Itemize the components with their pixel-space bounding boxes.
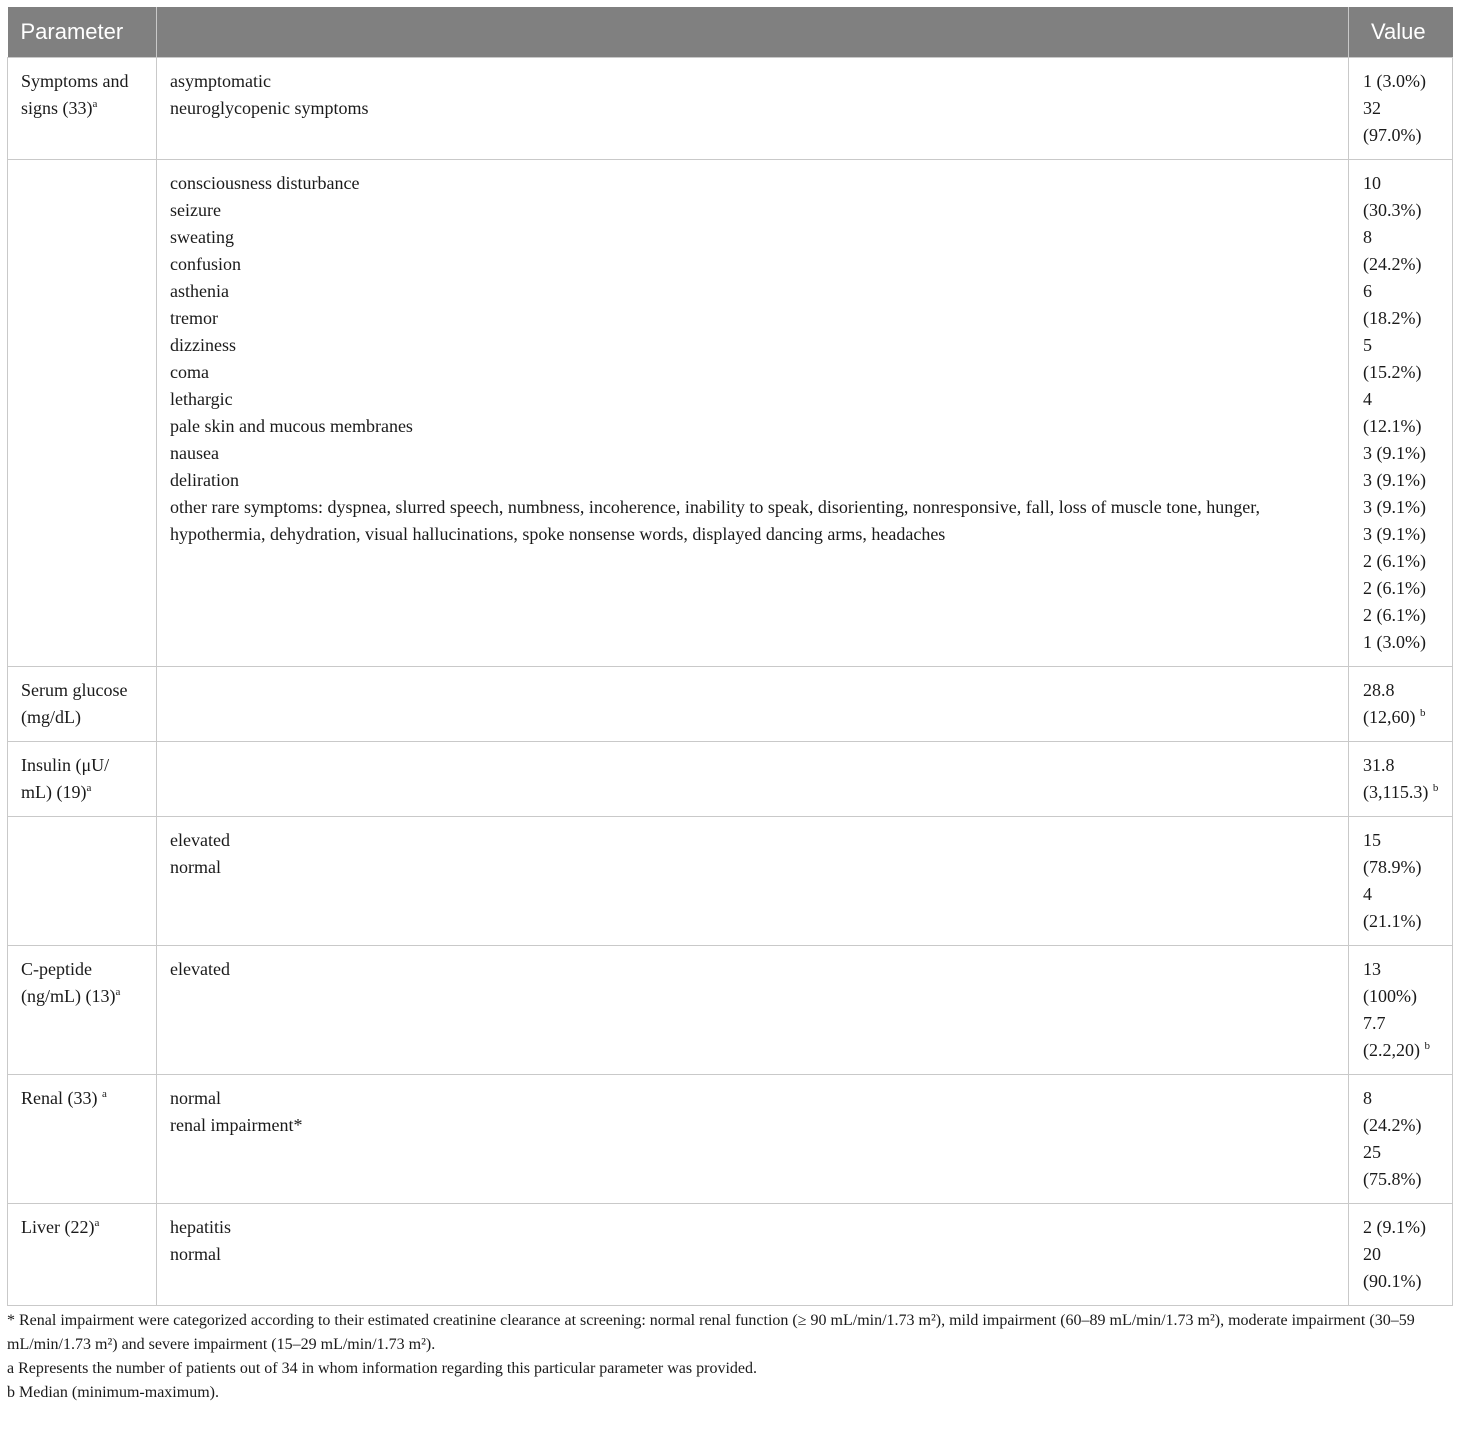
value-number: (24.2%)	[1363, 254, 1422, 274]
parameter-label: Renal (33)	[21, 1088, 102, 1108]
value-text	[1363, 983, 1442, 1010]
value-text	[1363, 1139, 1442, 1166]
value-cell	[1349, 946, 1453, 1075]
table-row	[8, 946, 1453, 1075]
header-parameter: Parameter	[8, 7, 157, 58]
item-label: asthenia	[170, 281, 229, 301]
table-row	[8, 742, 1453, 817]
footnote-star: * Renal impairment were categorized according to their estimated creatinine clearance at screening: normal renal function (≥ 90 mL/min/1.73 m²), mild impairment (60–89 mL/min/1.73 m²), moderate impairment (30–59 mL/min/1.73 m²) and severe impairment (15–29 mL/min/1.73 m²).	[7, 1312, 1415, 1353]
value-text	[1363, 677, 1442, 704]
value-number: 3 (9.1%)	[1363, 470, 1426, 490]
value-text	[1363, 68, 1442, 95]
parameter-cell	[8, 58, 157, 160]
value-number: (78.9%)	[1363, 857, 1422, 877]
table-row	[8, 1204, 1453, 1306]
item-label: hepatitis	[170, 1217, 231, 1237]
item-label: tremor	[170, 308, 218, 328]
value-text	[1363, 467, 1442, 494]
parameter-cell	[8, 946, 157, 1075]
value-number: (2.2,20)	[1363, 1040, 1420, 1060]
value-number: 3 (9.1%)	[1363, 524, 1426, 544]
parameter-label: Symptoms and signs (33)	[21, 71, 129, 118]
header-value: Value	[1349, 7, 1453, 58]
value-text	[1363, 95, 1442, 122]
value-number: (90.1%)	[1363, 1271, 1422, 1291]
header-middle	[157, 7, 1349, 58]
value-text	[1363, 704, 1442, 731]
value-number: (21.1%)	[1363, 911, 1422, 931]
value-number: 20	[1363, 1244, 1381, 1264]
value-number: 2 (6.1%)	[1363, 551, 1426, 571]
value-number: 2 (6.1%)	[1363, 578, 1426, 598]
value-text	[1363, 827, 1442, 854]
value-number: (100%)	[1363, 986, 1417, 1006]
value-number: 7.7	[1363, 1013, 1386, 1033]
value-number: (15.2%)	[1363, 362, 1422, 382]
value-text	[1363, 122, 1442, 149]
item-label: deliration	[170, 470, 239, 490]
table-row	[8, 58, 1453, 160]
value-text	[1363, 575, 1442, 602]
value-text	[1363, 1241, 1442, 1268]
parameter-label: Liver (22)	[21, 1217, 95, 1237]
item-label: dizziness	[170, 335, 236, 355]
value-text	[1363, 1166, 1442, 1193]
value-text	[1363, 332, 1442, 359]
item-label: normal	[170, 857, 221, 877]
item-cell	[157, 946, 1349, 1075]
data-table	[7, 7, 1453, 1306]
value-footnote-mark: b	[1424, 1040, 1430, 1052]
value-text	[1363, 170, 1442, 197]
value-text	[1363, 305, 1442, 332]
value-number: 3 (9.1%)	[1363, 443, 1426, 463]
parameter-cell	[8, 1204, 157, 1306]
table-row	[8, 667, 1453, 742]
parameter-footnote-mark: a	[92, 98, 98, 110]
value-cell	[1349, 160, 1453, 667]
value-number: 4	[1363, 389, 1372, 409]
value-cell	[1349, 817, 1453, 946]
item-label: normal	[170, 1244, 221, 1264]
footnote-b: b Median (minimum-maximum).	[7, 1384, 219, 1401]
value-text	[1363, 278, 1442, 305]
value-cell	[1349, 1204, 1453, 1306]
parameter-label: Serum glucose (mg/dL)	[21, 680, 128, 727]
value-text	[1363, 1112, 1442, 1139]
table-row	[8, 1075, 1453, 1204]
item-cell	[157, 1075, 1349, 1204]
parameter-cell	[8, 817, 157, 946]
parameter-cell	[8, 160, 157, 667]
table-row	[8, 160, 1453, 667]
footnote-a: a Represents the number of patients out of 34 in whom information regarding this particular parameter was provided.	[7, 1360, 758, 1377]
item-label: consciousness disturbance	[170, 173, 360, 193]
value-number: 28.8	[1363, 680, 1395, 700]
value-number: 8	[1363, 1088, 1372, 1108]
item-label: renal impairment*	[170, 1115, 303, 1135]
value-text	[1363, 440, 1442, 467]
value-text	[1363, 779, 1442, 806]
value-number: (12.1%)	[1363, 416, 1422, 436]
item-cell	[157, 160, 1349, 667]
item-label: elevated	[170, 959, 230, 979]
item-label: elevated	[170, 830, 230, 850]
item-label: coma	[170, 362, 209, 382]
value-footnote-mark: b	[1432, 782, 1439, 794]
value-number: 2 (6.1%)	[1363, 605, 1426, 625]
value-number: (97.0%)	[1363, 125, 1422, 145]
value-number: 1 (3.0%)	[1363, 71, 1426, 91]
item-cell	[157, 817, 1349, 946]
value-number: (75.8%)	[1363, 1169, 1422, 1189]
item-label: confusion	[170, 254, 241, 274]
parameter-label: Insulin (μU/ mL) (19)	[21, 755, 110, 802]
value-number: 2 (9.1%)	[1363, 1217, 1426, 1237]
value-text	[1363, 881, 1442, 908]
value-footnote-mark: b	[1420, 707, 1426, 719]
footnotes	[7, 1309, 1453, 1405]
item-cell	[157, 1204, 1349, 1306]
value-text	[1363, 1268, 1442, 1295]
value-text	[1363, 908, 1442, 935]
value-text	[1363, 548, 1442, 575]
value-cell	[1349, 58, 1453, 160]
table-row	[8, 817, 1453, 946]
value-number: (12,60)	[1363, 707, 1416, 727]
value-number: (18.2%)	[1363, 308, 1422, 328]
value-text	[1363, 1085, 1442, 1112]
parameter-label: C-peptide (ng/mL) (13)	[21, 959, 116, 1006]
item-label: asymptomatic	[170, 71, 271, 91]
item-label: sweating	[170, 227, 234, 247]
value-number: (30.3%)	[1363, 200, 1422, 220]
value-text	[1363, 1037, 1442, 1064]
item-label: nausea	[170, 443, 219, 463]
value-number: 5	[1363, 335, 1372, 355]
value-cell	[1349, 667, 1453, 742]
item-cell	[157, 667, 1349, 742]
item-label: seizure	[170, 200, 221, 220]
value-text	[1363, 413, 1442, 440]
value-text	[1363, 854, 1442, 881]
item-cell	[157, 742, 1349, 817]
parameter-cell	[8, 742, 157, 817]
value-text	[1363, 752, 1442, 779]
value-number: 32	[1363, 98, 1381, 118]
value-number: 13	[1363, 959, 1381, 979]
value-number: 1 (3.0%)	[1363, 632, 1426, 652]
value-number: 15	[1363, 830, 1381, 850]
table-header-row	[8, 7, 1453, 58]
value-number: 31.8	[1363, 755, 1395, 775]
item-label: normal	[170, 1088, 221, 1108]
parameter-cell	[8, 667, 157, 742]
item-label: other rare symptoms: dyspnea, slurred speech, numbness, incoherence, inability to speak, disorienting, nonresponsive, fall, loss of muscle tone, hunger, hypothermia, dehydration, visual hallucinations, spoke nonsense words, displayed dancing arms, headaches	[170, 497, 1261, 544]
value-text	[1363, 521, 1442, 548]
value-text	[1363, 1214, 1442, 1241]
value-number: 8	[1363, 227, 1372, 247]
value-number: 4	[1363, 884, 1372, 904]
value-cell	[1349, 742, 1453, 817]
value-text	[1363, 386, 1442, 413]
value-number: (24.2%)	[1363, 1115, 1422, 1135]
value-text	[1363, 1010, 1442, 1037]
item-label: lethargic	[170, 389, 233, 409]
value-text	[1363, 956, 1442, 983]
table-container	[7, 7, 1453, 1405]
value-text	[1363, 251, 1442, 278]
value-text	[1363, 224, 1442, 251]
value-text	[1363, 494, 1442, 521]
item-label: pale skin and mucous membranes	[170, 416, 413, 436]
parameter-cell	[8, 1075, 157, 1204]
value-cell	[1349, 1075, 1453, 1204]
value-text	[1363, 602, 1442, 629]
value-number: 3 (9.1%)	[1363, 497, 1426, 517]
parameter-footnote-mark: a	[101, 1088, 107, 1100]
value-number: 25	[1363, 1142, 1381, 1162]
value-number: 10	[1363, 173, 1381, 193]
parameter-footnote-mark: a	[94, 1217, 100, 1229]
value-text	[1363, 629, 1442, 656]
value-text	[1363, 197, 1442, 224]
item-label: neuroglycopenic symptoms	[170, 98, 369, 118]
value-number: 6	[1363, 281, 1372, 301]
parameter-footnote-mark: a	[86, 782, 92, 794]
parameter-footnote-mark: a	[115, 986, 121, 998]
item-cell	[157, 58, 1349, 160]
value-number: (3,115.3)	[1363, 782, 1429, 802]
value-text	[1363, 359, 1442, 386]
